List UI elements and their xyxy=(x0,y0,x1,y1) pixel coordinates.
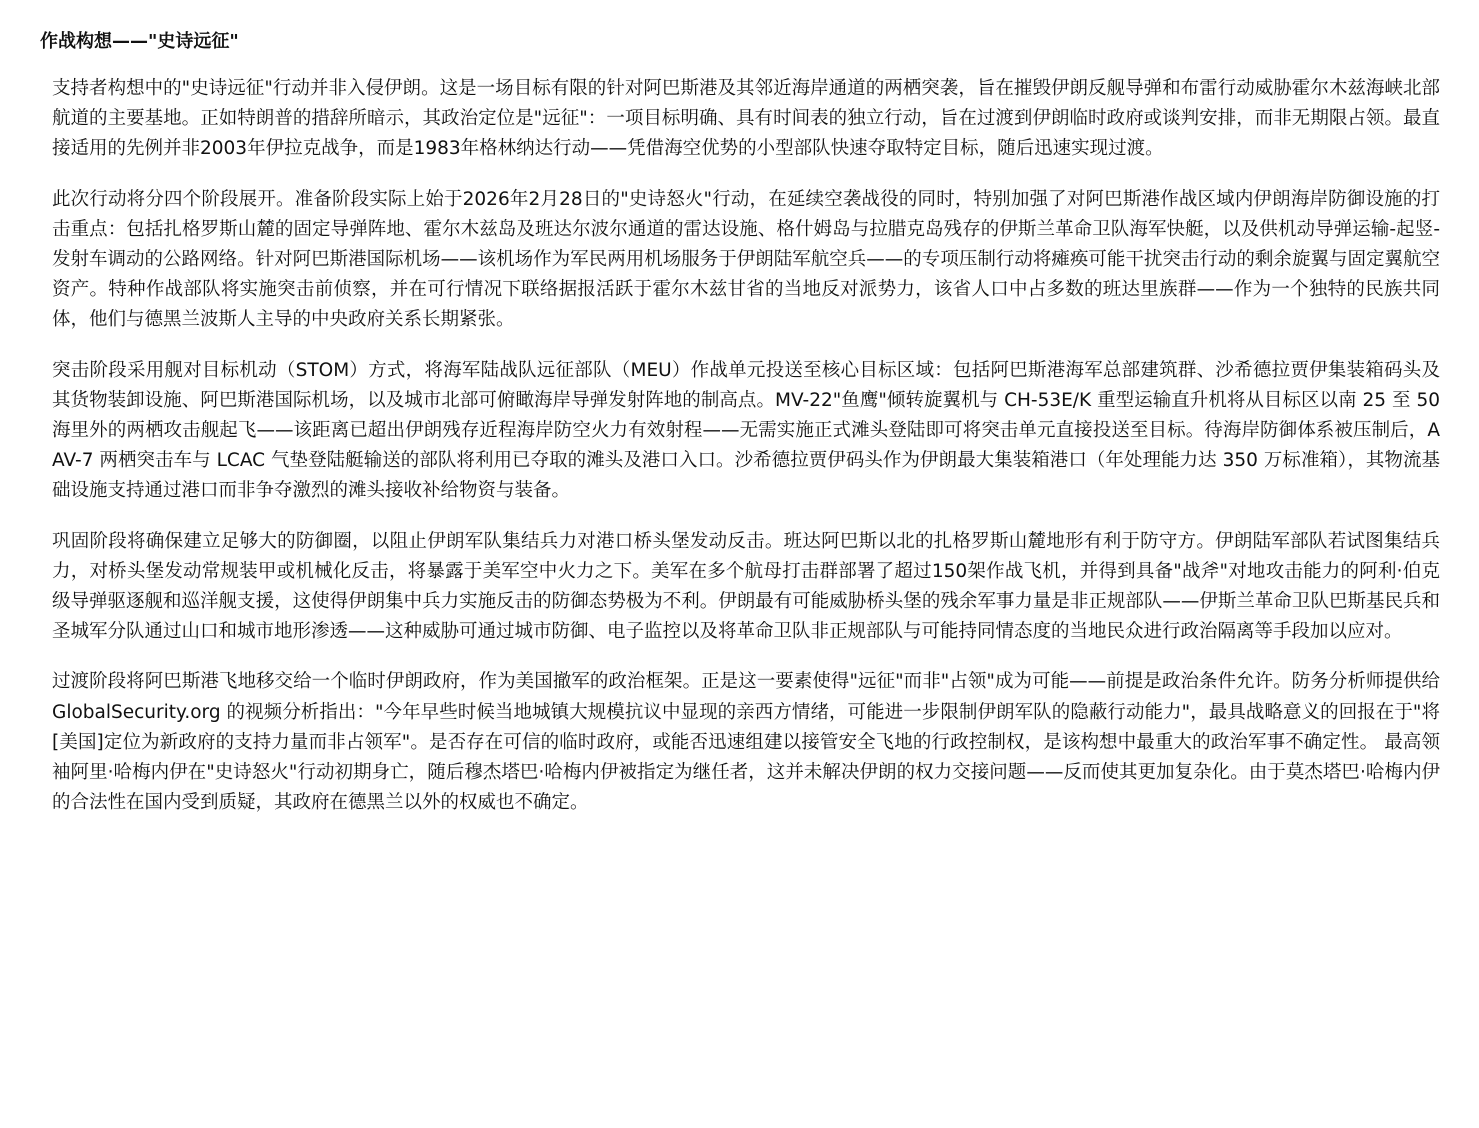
section-title: 作战构想——"史诗远征" xyxy=(40,31,239,52)
paragraph-consolidation-phase: 巩固阶段将确保建立足够大的防御圈，以阻止伊朗军队集结兵力对港口桥头堡发动反击。班达阿巴斯以北的扎格罗斯山麓地形有利于防守方。伊朗陆军部队若试图集结兵力，对桥头堡发动常规装甲或机械化反击，将暴露于美军空中火力之下。美军在多个航母打击群部署了超过150架作战飞机，并得到具备"战斧"对地攻击能力的阿利·伯克级导弹驱逐舰和巡洋舰支援，这使得伊朗集中兵力实施反击的防御态势极为不利。伊朗最有可能威胁桥头堡的残余军事力量是非正规部队——伊斯兰革命卫队巴斯基民兵和圣城军分队通过山口和城市地形渗透——这种威胁可通过城市防御、电子监控以及将革命卫队非正规部队与可能持同情态度的当地民众进行政治隔离等手段加以应对。 xyxy=(52,530,1440,643)
paragraph-transition-phase: 过渡阶段将阿巴斯港飞地移交给一个临时伊朗政府，作为美国撤军的政治框架。正是这一要素使得"远征"而非"占领"成为可能——前提是政治条件允许。防务分析师提供给 GlobalSecurity.org 的视频分析指出："今年早些时候当地城镇大规模抗议中显现的亲西方情绪，可能进一步限制伊朗军队的隐蔽行动能力"，最具战略意义的回报在于"将[美国]定位为新政府的支持力量而非占领军"。是否存在可信的临时政府，或能否迅速组建以接管安全飞地的行政控制权，是该构想中最重大的政治军事不确定性。 最高领袖阿里·哈梅内伊在"史诗怒火"行动初期身亡，随后穆杰塔巴·哈梅内伊被指定为继任者，这并未解决伊朗的权力交接问题——反而使其更加复杂化。由于莫杰塔巴·哈梅内伊的合法性在国内受到质疑，其政府在德黑兰以外的权威也不确定。 xyxy=(52,671,1440,814)
article-body xyxy=(52,74,1440,838)
paragraph-concept-overview: 支持者构想中的"史诗远征"行动并非入侵伊朗。这是一场目标有限的针对阿巴斯港及其邻近海岸通道的两栖突袭，旨在摧毁伊朗反舰导弹和布雷行动威胁霍尔木兹海峡北部航道的主要基地。正如特朗普的措辞所暗示，其政治定位是"远征"：一项目标明确、具有时间表的独立行动，旨在过渡到伊朗临时政府或谈判安排，而非无期限占领。最直接适用的先例并非2003年伊拉克战争，而是1983年格林纳达行动——凭借海空优势的小型部队快速夺取特定目标，随后迅速实现过渡。 xyxy=(52,78,1440,160)
paragraph-preparation-phase: 此次行动将分四个阶段展开。准备阶段实际上始于2026年2月28日的"史诗怒火"行动，在延续空袭战役的同时，特别加强了对阿巴斯港作战区域内伊朗海岸防御设施的打击重点：包括扎格罗斯山麓的固定导弹阵地、霍尔木兹岛及班达尔波尔通道的雷达设施、格什姆岛与拉腊克岛残存的伊斯兰革命卫队海军快艇，以及供机动导弹运输-起竖-发射车调动的公路网络。针对阿巴斯港国际机场——该机场作为军民两用机场服务于伊朗陆军航空兵——的专项压制行动将瘫痪可能干扰突击行动的剩余旋翼与固定翼航空资产。特种作战部队将实施突击前侦察，并在可行情况下联络据报活跃于霍尔木兹甘省的当地反对派势力，该省人口中占多数的班达里族群——作为一个独特的民族共同体，他们与德黑兰波斯人主导的中央政府关系长期紧张。 xyxy=(52,188,1440,331)
paragraph-assault-phase: 突击阶段采用舰对目标机动（STOM）方式，将海军陆战队远征部队（MEU）作战单元投送至核心目标区域：包括阿巴斯港海军总部建筑群、沙希德拉贾伊集装箱码头及其货物装卸设施、阿巴斯港国际机场，以及城市北部可俯瞰海岸导弹发射阵地的制高点。MV-22"鱼鹰"倾转旋翼机与 CH-53E/K 重型运输直升机将从目标区以南 25 至 50 海里外的两栖攻击舰起飞——该距离已超出伊朗残存近程海岸防空火力有效射程——无需实施正式滩头登陆即可将突击单元直接投送至目标。待海岸防御体系被压制后，AAV-7 两栖突击车与 LCAC 气垫登陆艇输送的部队将利用已夺取的滩头及港口入口。沙希德拉贾伊码头作为伊朗最大集装箱港口（年处理能力达 350 万标准箱），其物流基础设施支持通过港口而非争夺激烈的滩头接收补给物资与装备。 xyxy=(52,359,1440,502)
